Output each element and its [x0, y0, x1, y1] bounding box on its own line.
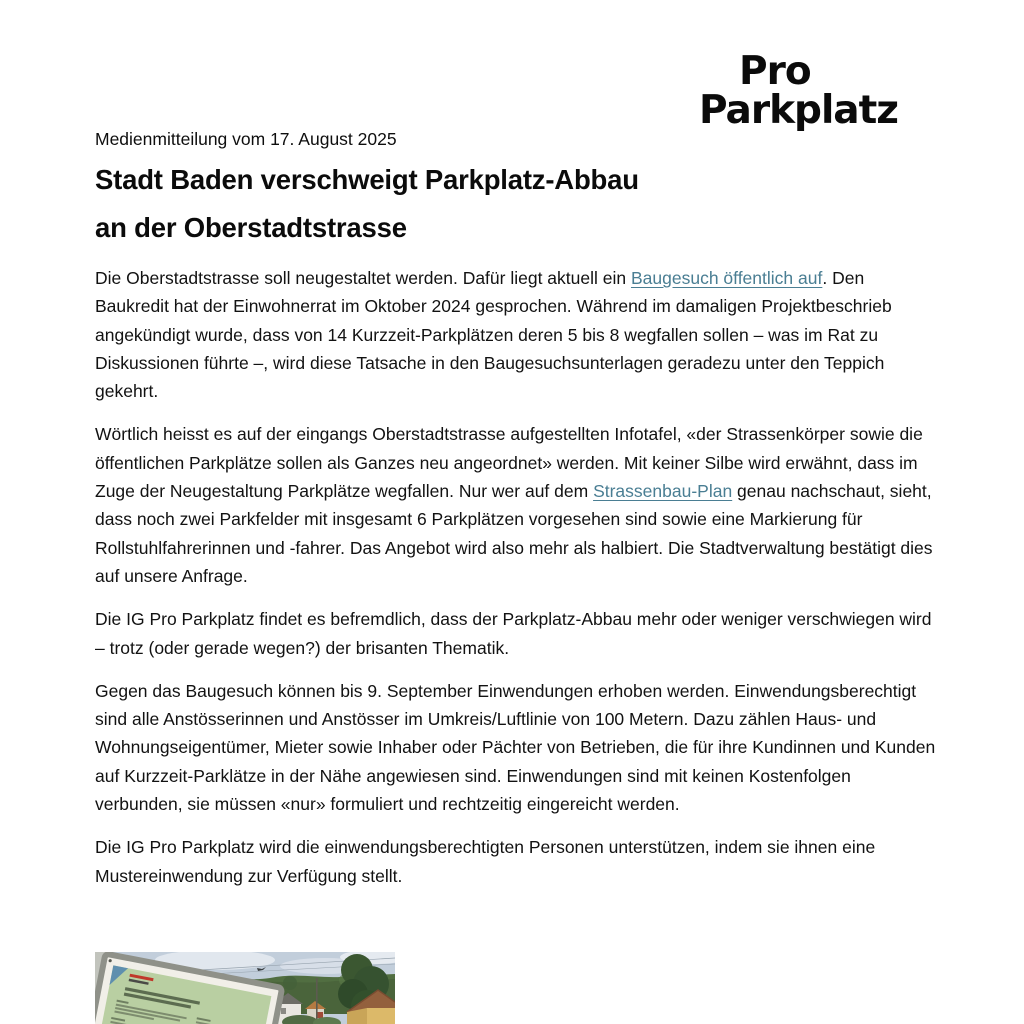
logo-line-parkplatz: Parkplatz [699, 88, 898, 133]
brand-logo [699, 49, 898, 133]
text-run: Die IG Pro Parkplatz findet es befremdlich, dass der Parkplatz-Abbau mehr oder weniger verschwiegen wird – trotz (oder gerade wegen?) der brisanten Thematik. [95, 609, 932, 658]
text-run: genau nachschaut, sieht, dass noch zwei Parkfelder mit insgesamt 6 Parkplätzen vorgesehen sind sowie eine Markierung für Rollstuhlfahrerinnen und -fahrer. Das Angebot wird also mehr als halbiert. Die Stadtverwaltung bestätigt dies auf unsere Anfrage. [95, 481, 933, 586]
text-run: Die IG Pro Parkplatz wird die einwendungsberechtigten Personen unterstützen, indem sie ihnen eine Mustereinwendung zur Verfügung stellt. [95, 837, 876, 886]
headline [95, 156, 955, 252]
text-run: Wörtlich heisst es auf der eingangs Oberstadtstrasse aufgestellten Infotafel, «der Strassenkörper sowie die öffentlichen Parkplätze sollen als Ganzes neu angeordnet» werden. Mit keiner Silbe wird erwähnt, dass im Zuge der Neugestaltung Parkplätze wegfallen. Nur wer auf dem [95, 424, 923, 502]
paragraph [95, 677, 940, 818]
logo-line-pro: Pro [739, 49, 811, 94]
headline-line-2: an der Oberstadtstrasse [95, 212, 407, 243]
street-photo-graphic [95, 952, 395, 1024]
text-run: . Den Baukredit hat der Einwohnerrat im Oktober 2024 gesprochen. Während im damaligen Projektbeschrieb angekündigt wurde, dass von 14 Kurzzeit-Parkplätzen deren 5 bis 8 wegfallen sollen – was im Rat zu Diskussionen führte –, wird diese Tatsache in den Baugesuchsunterlagen geradezu unter den Teppich gekehrt. [95, 268, 892, 402]
inline-link[interactable]: Strassenbau-Plan [593, 481, 733, 502]
text-run: Gegen das Baugesuch können bis 9. September Einwendungen erhoben werden. Einwendungsberechtigt sind alle Anstösserinnen und Anstösser im Umkreis/Luftlinie von 100 Metern. Dazu zählen Haus- und Wohnungseigentümer, Mieter sowie Inhaber oder Pächter von Betrieben, die für ihre Kundinnen und Kunden auf Kurzzeit-Parklätze in der Nähe angewiesen sind. Einwendungen sind mit keinen Kostenfolgen verbunden, sie müssen «nur» formuliert und rechtzeitig eingereicht werden. [95, 680, 936, 815]
article-body [95, 264, 940, 905]
text-run: Die Oberstadtstrasse soll neugestaltet werden. Dafür liegt aktuell ein [95, 268, 631, 288]
headline-line-1: Stadt Baden verschweigt Parkplatz-Abbau [95, 164, 639, 195]
utility-pole [316, 978, 318, 1024]
paragraph [95, 264, 940, 405]
paragraph [95, 420, 940, 590]
paragraph [95, 605, 940, 662]
paragraph [95, 833, 940, 890]
dateline: Medienmitteilung vom 17. August 2025 [95, 129, 397, 149]
inline-link[interactable]: Baugesuch öffentlich auf [630, 268, 823, 288]
street-photo [95, 952, 395, 1024]
